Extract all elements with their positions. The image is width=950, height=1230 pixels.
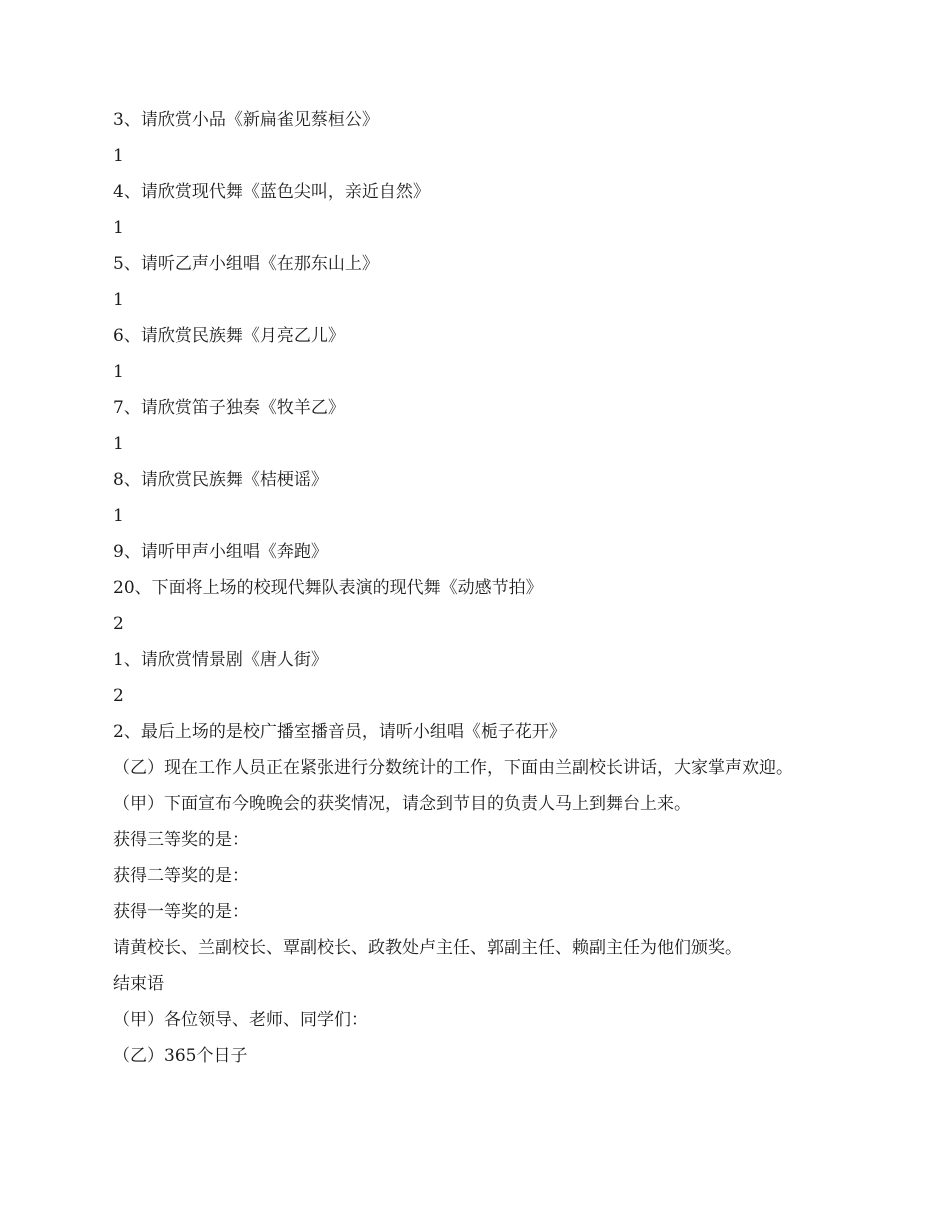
paragraph: 2、最后上场的是校广播室播音员，请听小组唱《栀子花开》 <box>113 722 566 742</box>
paragraph: 请黄校长、兰副校长、覃副校长、政教处卢主任、郭副主任、赖副主任为他们颁奖。 <box>113 938 742 958</box>
paragraph: 1 <box>113 146 124 166</box>
paragraph: 7、请欣赏笛子独奏《牧羊乙》 <box>113 398 345 418</box>
paragraph: 6、请欣赏民族舞《月亮乙儿》 <box>113 326 345 346</box>
paragraph: 1 <box>113 362 124 382</box>
paragraph: 4、请欣赏现代舞《蓝色尖叫，亲近自然》 <box>113 182 430 202</box>
paragraph: （甲）各位领导、老师、同学们： <box>113 1010 368 1030</box>
paragraph: 获得一等奖的是： <box>113 902 249 922</box>
paragraph: 2 <box>113 686 124 706</box>
paragraph: 获得三等奖的是： <box>113 830 249 850</box>
paragraph: 8、请欣赏民族舞《桔梗谣》 <box>113 470 328 490</box>
paragraph: 1 <box>113 218 124 238</box>
paragraph: （甲）下面宣布今晚晚会的获奖情况，请念到节目的负责人马上到舞台上来。 <box>113 794 691 814</box>
paragraph: 1 <box>113 434 124 454</box>
paragraph: 2 <box>113 614 124 634</box>
paragraph: 获得二等奖的是： <box>113 866 249 886</box>
paragraph: （乙）365个日子 <box>113 1046 248 1066</box>
paragraph: 5、请听乙声小组唱《在那东山上》 <box>113 254 379 274</box>
paragraph: 1 <box>113 290 124 310</box>
paragraph: 1 <box>113 506 124 526</box>
paragraph: 1、请欣赏情景剧《唐人街》 <box>113 650 328 670</box>
paragraph: 结束语 <box>113 974 164 994</box>
paragraph: （乙）现在工作人员正在紧张进行分数统计的工作，下面由兰副校长讲话，大家掌声欢迎。 <box>113 758 793 778</box>
paragraph: 20、下面将上场的校现代舞队表演的现代舞《动感节拍》 <box>113 578 543 598</box>
paragraph: 3、请欣赏小品《新扁雀见蔡桓公》 <box>113 110 379 130</box>
paragraph: 9、请听甲声小组唱《奔跑》 <box>113 542 328 562</box>
